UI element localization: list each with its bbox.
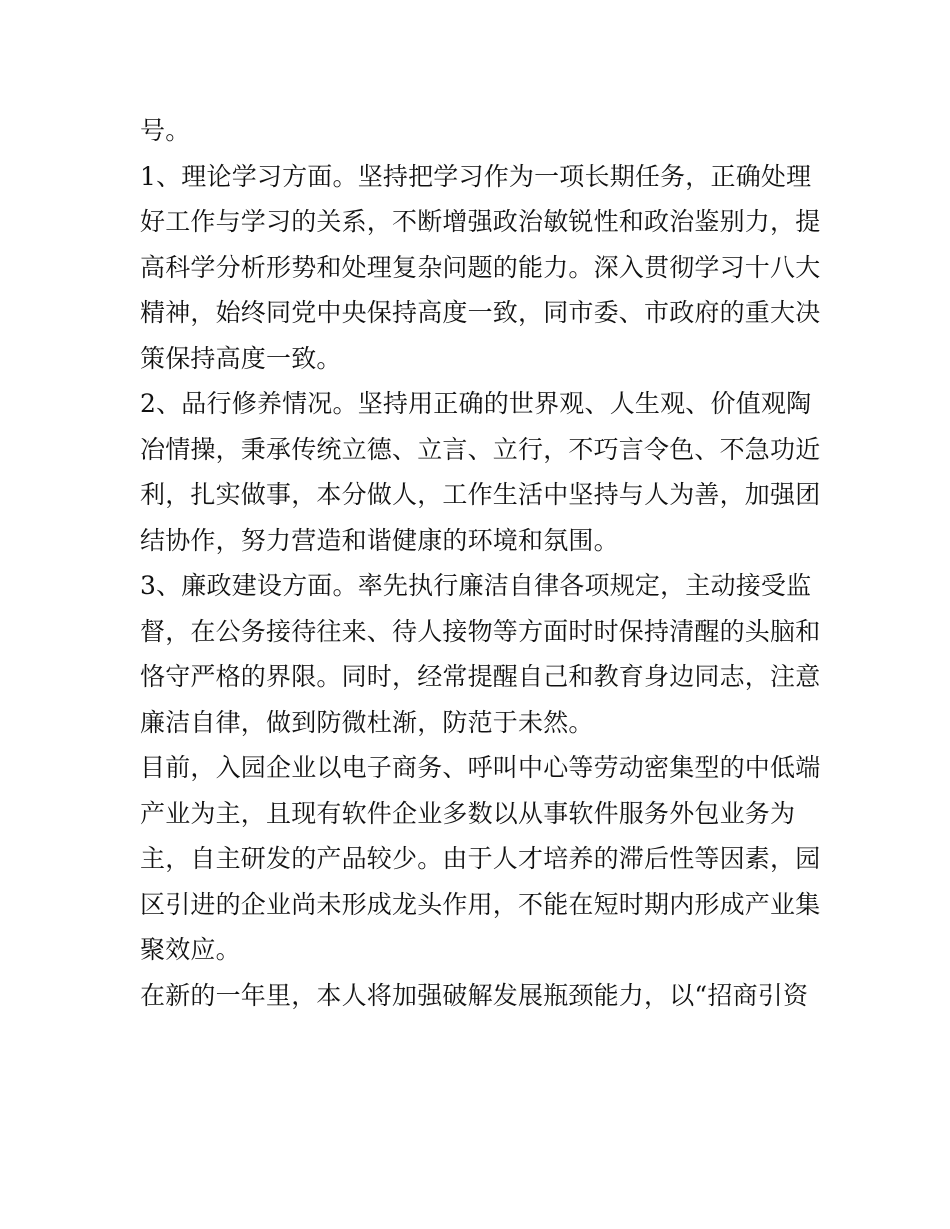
text-line: 好工作与学习的关系，不断增强政治敏锐性和政治鉴别力，提 xyxy=(140,207,821,236)
text-line: 冶情操，秉承传统立德、立言、立行，不巧言令色、不急功近 xyxy=(140,434,821,464)
text-line: 3、廉政建设方面。率先执行廉洁自律各项规定，主动接受监 xyxy=(140,571,812,600)
text-line: 主，自主研发的产品较少。由于人才培养的滞后性等因素，园 xyxy=(140,844,821,873)
text-line: 高科学分析形势和处理复杂问题的能力。深入贯彻学习十八大 xyxy=(140,252,821,282)
text-line: 号。 xyxy=(140,116,191,145)
text-line: 区引进的企业尚未形成龙头作用，不能在短时期内形成产业集 xyxy=(140,889,821,919)
text-line: 产业为主，且现有软件企业多数以从事软件服务外包业务为 xyxy=(140,798,796,828)
text-line: 恪守严格的界限。同时，经常提醒自己和教育身边同志，注意 xyxy=(140,662,821,691)
text-line: 策保持高度一致。 xyxy=(140,343,342,373)
text-line: 2、品行修养情况。坚持用正确的世界观、人生观、价值观陶 xyxy=(140,389,812,418)
text-line: 精神，始终同党中央保持高度一致，同市委、市政府的重大决 xyxy=(140,298,821,327)
text-line: 聚效应。 xyxy=(140,935,241,964)
text-line: 结协作，努力营造和谐健康的环境和氛围。 xyxy=(140,525,619,555)
text-line: 利，扎实做事，本分做人，工作生活中坚持与人为善，加强团 xyxy=(140,480,821,509)
text-line: 1、理论学习方面。坚持把学习作为一项长期任务，正确处理 xyxy=(140,161,812,191)
text-line: 在新的一年里，本人将加强破解发展瓶颈能力，以“招商引资 xyxy=(140,980,809,1010)
text-line: 廉洁自律，做到防微杜渐，防范于未然。 xyxy=(140,707,594,737)
text-line: 目前，入园企业以电子商务、呼叫中心等劳动密集型的中低端 xyxy=(140,753,821,782)
document-body xyxy=(140,108,821,1018)
text-line: 督，在公务接待往来、待人接物等方面时时保持清醒的头脑和 xyxy=(140,616,821,646)
